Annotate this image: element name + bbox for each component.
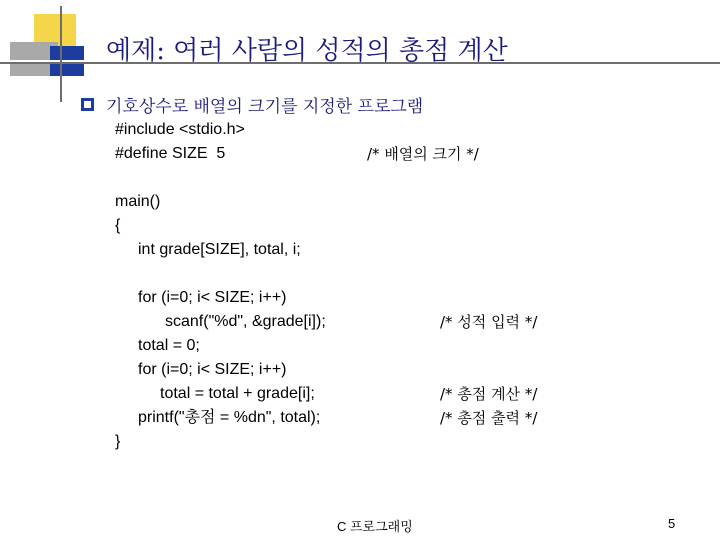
code-line-printf: printf("총점 = %dn", total); xyxy=(138,409,321,426)
page-number: 5 xyxy=(668,516,676,531)
decor-vertical-line xyxy=(60,6,62,102)
code-line-include: #include <stdio.h> xyxy=(115,121,245,138)
code-line-declare: int grade[SIZE], total, i; xyxy=(138,241,301,258)
comment-sum: /* 총점 계산 */ xyxy=(440,385,538,403)
code-line-for1: for (i=0; i< SIZE; i++) xyxy=(138,289,287,306)
code-line-total-init: total = 0; xyxy=(138,337,200,354)
slide-title: 예제: 여러 사람의 성적의 총점 계산 xyxy=(106,36,508,66)
footer-title: C 프로그래밍 xyxy=(337,519,413,534)
code-line-scanf: scanf("%d", &grade[i]); xyxy=(165,313,326,330)
code-line-main: main() xyxy=(115,193,161,210)
bullet-text: 기호상수로 배열의 크기를 지정한 프로그램 xyxy=(106,96,424,117)
comment-size: /* 배열의 크기 */ xyxy=(367,145,479,163)
code-line-close-brace: } xyxy=(115,433,121,450)
code-line-sum: total = total + grade[i]; xyxy=(160,385,315,402)
code-line-define: #define SIZE 5 xyxy=(115,145,226,162)
comment-print: /* 총점 출력 */ xyxy=(440,409,538,427)
bullet-item xyxy=(81,94,424,117)
checkbox-bullet-icon xyxy=(81,98,94,111)
code-line-open-brace: { xyxy=(115,217,121,234)
code-line-for2: for (i=0; i< SIZE; i++) xyxy=(138,361,287,378)
comment-input: /* 성적 입력 */ xyxy=(440,313,538,331)
